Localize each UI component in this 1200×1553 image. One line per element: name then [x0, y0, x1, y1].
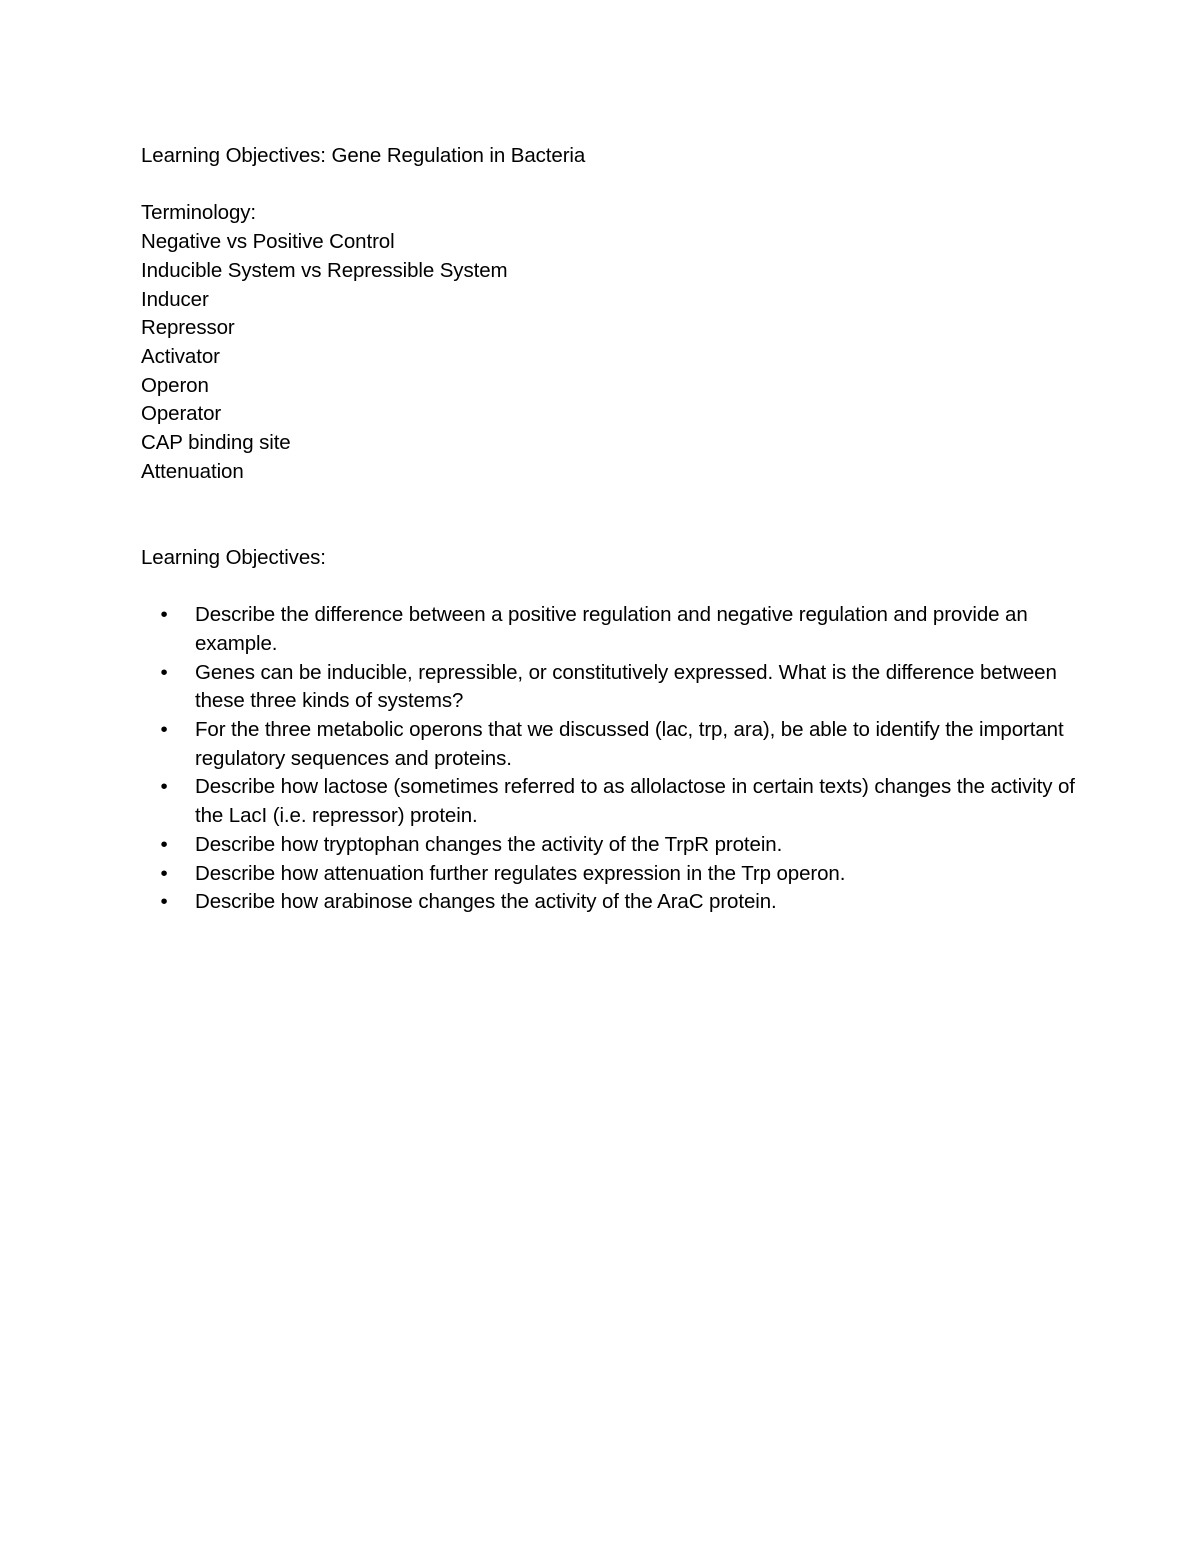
bullet-icon: • — [160, 775, 168, 799]
bullet-icon: • — [160, 718, 168, 742]
bullet-icon: • — [160, 603, 168, 627]
objective-text: Describe the difference between a positive regulation and negative regulation and provide an example. — [195, 603, 1028, 655]
document-title: Learning Objectives: Gene Regulation in Bacteria — [141, 144, 586, 167]
objective-item — [141, 773, 1075, 830]
objective-item — [141, 716, 1071, 773]
term-item: Attenuation — [141, 459, 244, 483]
objective-item — [141, 659, 1071, 716]
term-item: Operator — [141, 402, 222, 426]
blank-space — [141, 486, 1071, 543]
bullet-icon: • — [160, 660, 168, 684]
bullet-icon: • — [160, 861, 168, 885]
term-item: Inducible System vs Repressible System — [141, 258, 508, 282]
bullet-icon: • — [160, 890, 168, 914]
objective-item — [141, 888, 1071, 917]
blank-line — [141, 573, 1071, 602]
objective-item — [141, 601, 1071, 658]
bullet-icon: • — [160, 832, 168, 856]
term-item: Negative vs Positive Control — [141, 230, 395, 254]
objective-item — [141, 831, 1071, 860]
objective-text: Describe how tryptophan changes the activity of the TrpR protein. — [195, 832, 783, 856]
term-item: Operon — [141, 373, 209, 397]
term-item: Inducer — [141, 287, 209, 311]
document-content — [141, 142, 1075, 917]
terminology-list — [141, 228, 1071, 486]
objectives-heading: Learning Objectives: — [141, 545, 326, 569]
objective-text: Describe how arabinose changes the activity of the AraC protein. — [195, 890, 777, 914]
objective-text: For the three metabolic operons that we discussed (lac, trp, ara), be able to identify the important regulatory sequences and proteins. — [195, 718, 1064, 770]
objectives-list — [141, 601, 1075, 917]
blank-line — [141, 171, 1071, 200]
terminology-heading: Terminology: — [141, 201, 257, 225]
term-item: CAP binding site — [141, 431, 291, 455]
objective-text: Genes can be inducible, repressible, or constitutively expressed. What is the difference between these three kinds of systems? — [195, 660, 1057, 713]
objective-text: Describe how lactose (sometimes referred to as allolactose in certain texts) changes the activity of the LacI (i.e. repressor) protein. — [195, 775, 1075, 828]
term-item: Repressor — [141, 316, 235, 340]
term-item: Activator — [141, 344, 220, 368]
objective-text: Describe how attenuation further regulates expression in the Trp operon. — [195, 861, 846, 885]
objective-item — [141, 860, 1071, 889]
